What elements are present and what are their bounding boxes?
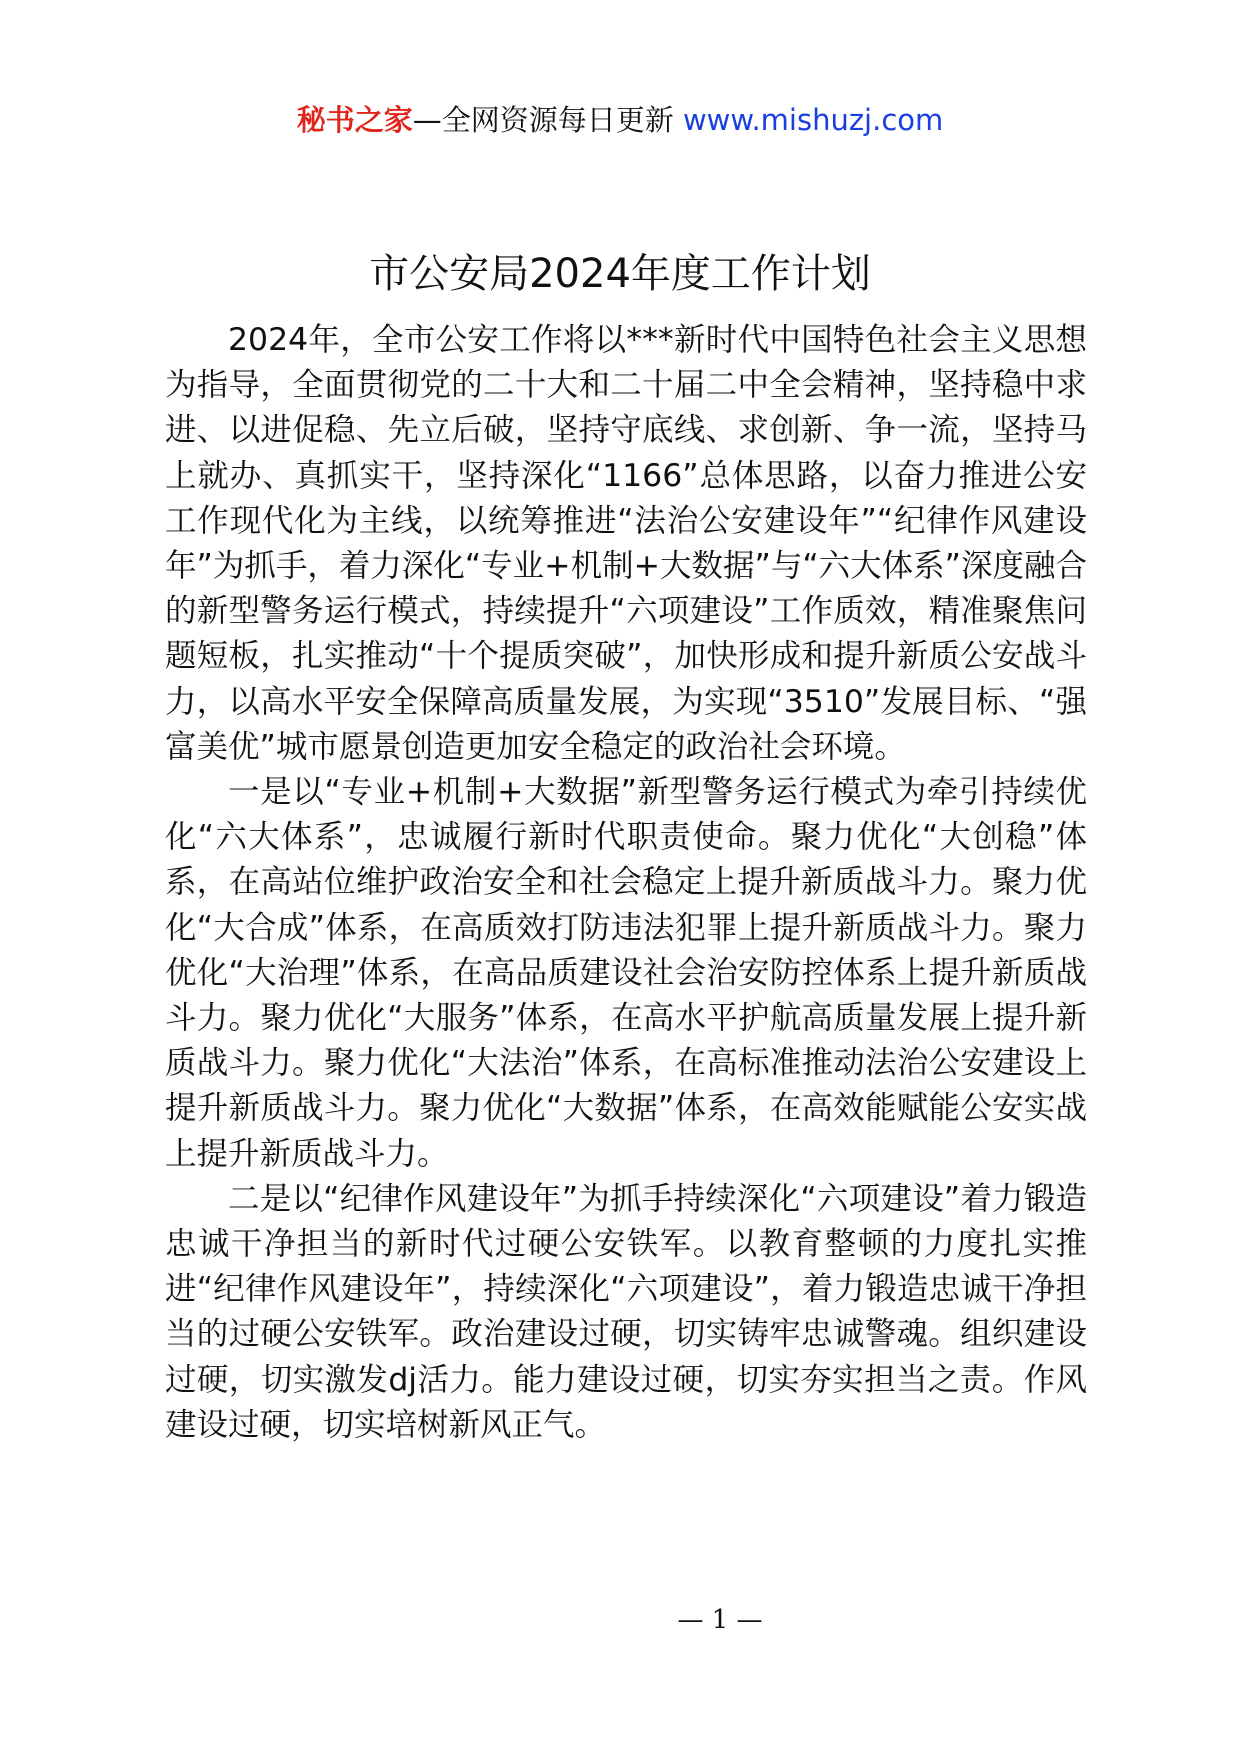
header-tagline: —全网资源每日更新 [412,103,674,137]
brand-name: 秘书之家 [296,103,413,137]
paragraph-intro: 2024年，全市公安工作将以***新时代中国特色社会主义思想为指导，全面贯彻党的二十大和二十届二中全会精神，坚持稳中求进、以进促稳、先立后破，坚持守底线、求创新、争一流，坚持马上就办、真抓实干，坚持深化“1166”总体思路，以奋力推进公安工作现代化为主线，以统筹推进“法治公安建设年”“纪律作风建设年”为抓手，着力深化“专业+机制+大数据”与“六大体系”深度融合的新型警务运行模式，持续提升“六项建设”工作质效，精准聚焦问题短板，扎实推动“十个提质突破”，加快形成和提升新质公安战斗力，以高水平安全保障高质量发展，为实现“3510”发展目标、“强富美优”城市愿景创造更加安全稳定的政治社会环境。 [165,322,1087,765]
paragraph-item-one: 一是以“专业+机制+大数据”新型警务运行模式为牵引持续优化“六大体系”，忠诚履行新时代职责使命。聚力优化“大创稳”体系，在高站位维护政治安全和社会稳定上提升新质战斗力。聚力优化“大合成”体系，在高质效打防违法犯罪上提升新质战斗力。聚力优化“大治理”体系，在高品质建设社会治安防控体系上提升新质战斗力。聚力优化“大服务”体系，在高水平护航高质量发展上提升新质战斗力。聚力优化“大法治”体系，在高标准推动法治公安建设上提升新质战斗力。聚力优化“大数据”体系，在高效能赋能公安实战上提升新质战斗力。 [165,774,1087,1172]
document-title: 市公安局2024年度工作计划 [369,251,871,297]
paragraph-item-two: 二是以“纪律作风建设年”为抓手持续深化“六项建设”着力锻造忠诚干净担当的新时代过硬公安铁军。以教育整顿的力度扎实推进“纪律作风建设年”，持续深化“六项建设”，着力锻造忠诚干净担当的过硬公安铁军。政治建设过硬，切实铸牢忠诚警魂。组织建设过硬，切实激发dj活力。能力建设过硬，切实夯实担当之责。作风建设过硬，切实培树新风正气。 [165,1180,1087,1443]
document-body [165,318,1087,1448]
site-url[interactable]: www.mishuzj.com [682,103,944,137]
page-number: — 1 — [677,1605,763,1635]
site-header [0,100,1240,140]
